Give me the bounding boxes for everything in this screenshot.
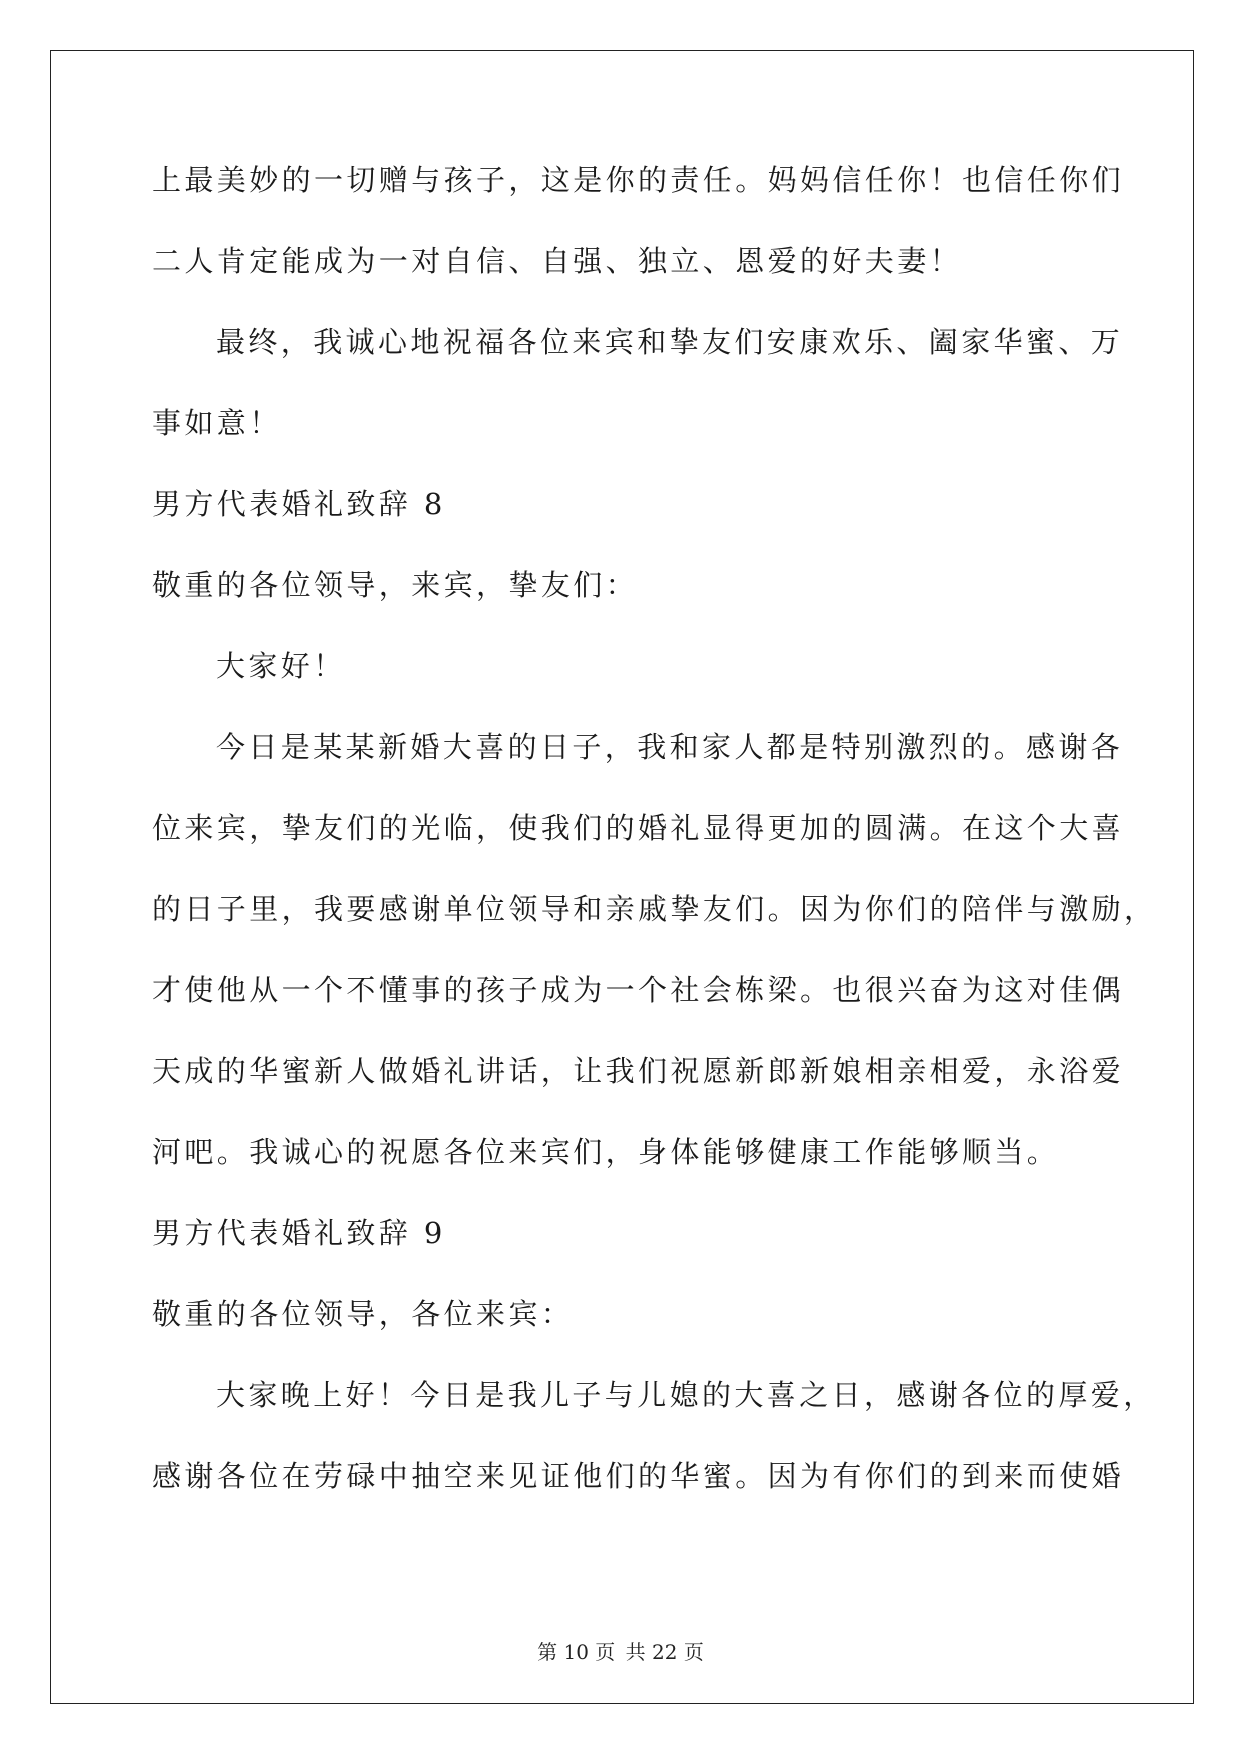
salutation: 敬重的各位领导，各位来宾： [152, 1297, 574, 1331]
paragraph-line: 事如意！ [152, 406, 282, 440]
page-total: 共 22 页 [625, 1640, 704, 1664]
page-footer [0, 1636, 1241, 1665]
paragraph-line: 二人肯定能成为一对自信、自强、独立、恩爱的好夫妻！ [152, 244, 963, 278]
paragraph-line: 河吧。我诚心的祝愿各位来宾们，身体能够健康工作能够顺当。 [152, 1135, 1060, 1169]
paragraph-line: 上最美妙的一切赠与孩子，这是你的责任。妈妈信任你！也信任你们 [152, 163, 1125, 197]
section-heading: 男方代表婚礼致辞 8 [152, 487, 446, 521]
paragraph-line: 大家晚上好！今日是我儿子与儿媳的大喜之日，感谢各位的厚爱， [216, 1378, 1156, 1412]
document-body [152, 162, 1157, 1539]
paragraph-line: 最终，我诚心地祝福各位来宾和挚友们安康欢乐、阖家华蜜、万 [216, 325, 1124, 359]
paragraph-line: 天成的华蜜新人做婚礼讲话，让我们祝愿新郎新娘相亲相爱，永浴爱 [152, 1054, 1125, 1088]
page-number: 第 10 页 [537, 1640, 616, 1664]
paragraph-line: 的日子里，我要感谢单位领导和亲戚挚友们。因为你们的陪伴与激励， [152, 892, 1157, 926]
paragraph-line: 感谢各位在劳碌中抽空来见证他们的华蜜。因为有你们的到来而使婚 [152, 1459, 1125, 1493]
paragraph-line: 今日是某某新婚大喜的日子，我和家人都是特别激烈的。感谢各 [216, 730, 1124, 764]
paragraph-line: 位来宾，挚友们的光临，使我们的婚礼显得更加的圆满。在这个大喜 [152, 811, 1125, 845]
paragraph-line: 才使他从一个不懂事的孩子成为一个社会栋梁。也很兴奋为这对佳偶 [152, 973, 1125, 1007]
section-heading: 男方代表婚礼致辞 9 [152, 1216, 446, 1250]
greeting: 大家好！ [216, 649, 346, 683]
salutation: 敬重的各位领导，来宾，挚友们： [152, 568, 639, 602]
